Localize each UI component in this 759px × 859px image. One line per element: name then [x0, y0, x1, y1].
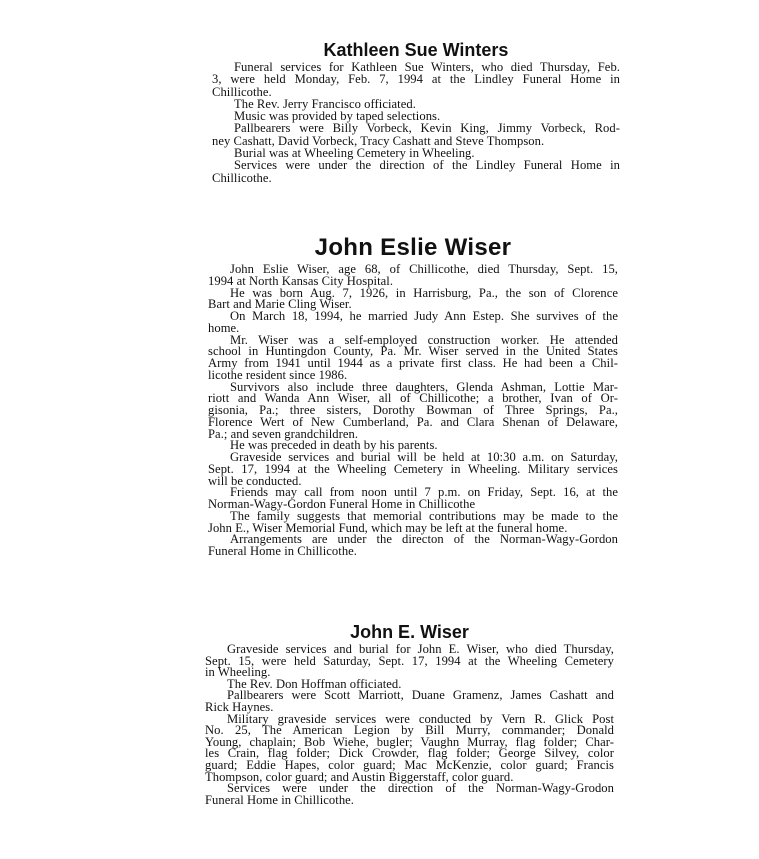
obituary-body	[212, 61, 620, 184]
text-line: Norman-Wagy-Gordon Funeral Home in Chillicothe	[208, 497, 476, 511]
paragraph	[205, 690, 614, 713]
paragraph	[208, 452, 618, 487]
text-line: John Eslie Wiser, age 68, of Chillicothe, died Thursday, Sept. 15,	[230, 262, 618, 276]
text-line: Florence Wert of New Cumberland, Pa. and Clara Shenan of Delaware,	[208, 414, 618, 429]
text-line: Mr. Wiser was a self-employed construction worker. He attended	[230, 332, 618, 347]
text-line: The Rev. Don Hoffman officiated.	[227, 676, 402, 691]
paragraph	[212, 61, 620, 98]
text-line: Funeral Home in Chillicothe.	[205, 792, 355, 807]
text-line: Sept. 15, were held Saturday, Sept. 17, 1994 at the Wheeling Cemetery	[205, 653, 614, 668]
text-line: He was born Aug. 7, 1926, in Harrisburg, Pa., the son of Clorence	[230, 285, 618, 300]
paragraph	[208, 311, 618, 335]
text-line: will be conducted.	[208, 473, 302, 488]
obituary-body	[205, 644, 614, 806]
text-line: 1994 at North Kansas City Hospital.	[208, 273, 394, 288]
obituary-title: Kathleen Sue Winters	[323, 40, 509, 60]
text-line: Young, chaplain; Bob Wiehe, bugler; Vaughn Murray, flag folder; Char-	[205, 734, 614, 749]
text-line: licothe resident since 1986.	[208, 367, 348, 382]
text-line: in Wheeling.	[205, 665, 271, 680]
text-line: Sept. 17, 1994 at the Wheeling Cemetery in Wheeling. Military services	[208, 461, 618, 476]
paragraph	[208, 487, 618, 511]
text-line: Graveside services and burial will be held at 10:30 a.m. on Saturday,	[230, 450, 618, 464]
text-line: Chillicothe.	[212, 170, 272, 185]
paragraph	[205, 711, 614, 784]
text-line: Chillicothe.	[212, 84, 272, 99]
text-line: The family suggests that memorial contributions may be made to the	[230, 508, 618, 523]
text-line: Pa.; and seven grandchildren.	[208, 426, 359, 441]
obituary-title: John Eslie Wiser	[314, 234, 512, 261]
text-line: On March 18, 1994, he married Judy Ann Estep. She survives of the	[230, 309, 618, 323]
paragraph	[208, 379, 618, 441]
obituary-body	[208, 264, 618, 558]
text-line: Graveside services and burial for John E. Wiser, who died Thursday,	[227, 642, 614, 656]
obituary-john-e-wiser	[205, 620, 614, 806]
text-line: Survivors also include three daughters, Glenda Ashman, Lottie Mar-	[230, 379, 618, 394]
text-line: Friends may call from noon until 7 p.m. on Friday, Sept. 16, at the	[230, 485, 618, 500]
text-line: home.	[208, 320, 240, 335]
paragraph	[205, 644, 614, 679]
text-line: Funeral services for Kathleen Sue Winters, who died Thursday, Feb.	[234, 60, 620, 74]
text-line: Army from 1941 until 1944 as a private first class. He had been a Chil-	[208, 356, 618, 370]
text-line: He was preceded in death by his parents.	[230, 438, 438, 453]
obituary-kathleen-sue-winters	[212, 39, 620, 184]
text-line: Burial was at Wheeling Cemetery in Wheeling.	[234, 146, 475, 161]
obituary-john-eslie-wiser	[208, 232, 618, 558]
paragraph	[208, 285, 618, 312]
text-line: riott and Wanda Ann Wiser, all of Chillicothe; a brother, Ivan of Or-	[208, 391, 618, 406]
text-line: les Crain, flag folder; Dick Crowder, flag folder; George Silvey, color	[205, 746, 614, 761]
text-line: Rick Haynes.	[205, 699, 274, 714]
text-line: The Rev. Jerry Francisco officiated.	[234, 96, 416, 111]
text-line: Military graveside services were conducted by Vern R. Glick Post	[227, 711, 614, 726]
text-line: Bart and Marie Cling Wiser.	[208, 297, 352, 312]
text-line: Pallbearers were Scott Marriott, Duane Gramenz, James Cashatt and	[227, 688, 614, 703]
text-line: John E., Wiser Memorial Fund, which may be left at the funeral home.	[208, 520, 568, 535]
text-line: 3, were held Monday, Feb. 7, 1994 at the Lindley Funeral Home in	[212, 72, 620, 87]
paragraph	[208, 534, 618, 558]
text-line: Music was provided by taped selections.	[234, 109, 441, 124]
paragraph	[208, 508, 618, 535]
text-line: Funeral Home in Chillicothe.	[208, 544, 358, 558]
paragraph	[205, 783, 614, 806]
text-line: Thompson, color guard; and Austin Biggerstaff, color guard.	[205, 769, 514, 784]
paragraph	[212, 122, 620, 147]
text-line: gisonia, Pa.; three sisters, Dorothy Bowman of Three Springs, Pa.,	[208, 403, 618, 417]
text-line: ney Cashatt, David Vorbeck, Tracy Cashatt and Steve Thompson.	[212, 133, 545, 148]
paragraph	[208, 332, 618, 382]
text-line: school in Huntingdon County, Pa. Mr. Wiser served in the United States	[208, 344, 618, 359]
text-line: guard; Eddie Hapes, color guard; Mac McKenzie, color guard; Francis	[205, 757, 614, 772]
text-line: Pallbearers were Billy Vorbeck, Kevin King, Jimmy Vorbeck, Rod-	[234, 121, 620, 136]
obituary-title: John E. Wiser	[350, 622, 469, 642]
text-line: Services were under the direction of the Lindley Funeral Home in	[234, 158, 620, 173]
paragraph	[212, 159, 620, 184]
text-line: No. 25, The American Legion by Bill Murry, commander; Donald	[205, 723, 614, 738]
paragraph	[208, 264, 618, 288]
text-line: Services were under the direction of the Norman-Wagy-Grodon	[227, 781, 614, 796]
text-line: Arrangements are under the directon of the Norman-Wagy-Gordon	[230, 532, 618, 547]
